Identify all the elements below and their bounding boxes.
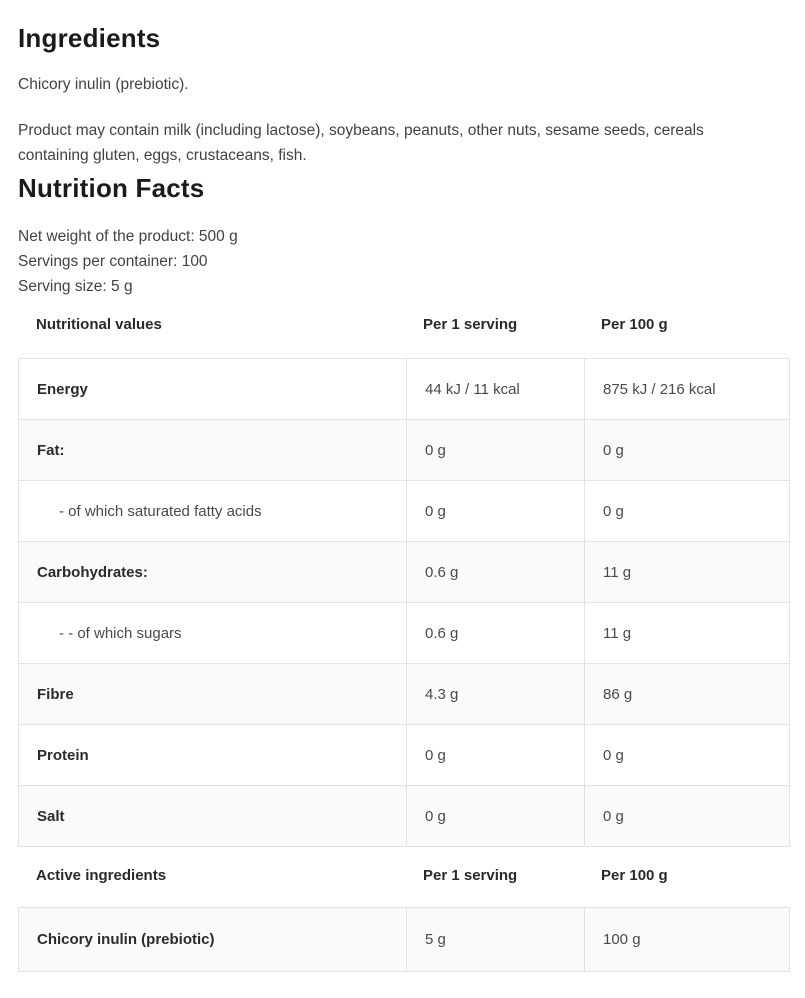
row-protein bbox=[18, 724, 790, 786]
product-meta bbox=[18, 224, 790, 299]
column-header-active-ingredients: Active ingredients bbox=[36, 867, 167, 884]
row-fat bbox=[18, 419, 790, 481]
value-per-serving: 0 g bbox=[406, 481, 584, 541]
value-per-100g: 0 g bbox=[584, 420, 791, 480]
net-weight-text: Net weight of the product: 500 g bbox=[18, 228, 238, 245]
value-per-serving: 4.3 g bbox=[406, 664, 584, 724]
value-per-100g: 11 g bbox=[584, 542, 791, 602]
value-per-100g: 100 g bbox=[584, 908, 791, 971]
allergen-warning-text: Product may contain milk (including lactose), soybeans, peanuts, other nuts, sesame seeds, cereals containing gluten, eggs, crustaceans, fish. bbox=[18, 122, 704, 164]
ingredients-text: Chicory inulin (prebiotic). bbox=[18, 76, 189, 93]
row-label: Fibre bbox=[37, 685, 74, 703]
nutritional-table-header-row bbox=[18, 299, 790, 358]
row-chicory-inulin bbox=[18, 907, 790, 972]
row-label: Energy bbox=[37, 380, 88, 398]
row-sugars bbox=[18, 602, 790, 664]
row-label: Carbohydrates: bbox=[37, 563, 148, 581]
row-fibre bbox=[18, 663, 790, 725]
value-per-serving: 44 kJ / 11 kcal bbox=[406, 359, 584, 419]
nutrition-facts-heading: Nutrition Facts bbox=[18, 173, 205, 203]
value-per-serving: 0.6 g bbox=[406, 603, 584, 663]
value-per-100g: 0 g bbox=[584, 725, 791, 785]
active-ingredients-header-row bbox=[18, 847, 790, 907]
row-label: - - of which sugars bbox=[59, 624, 182, 642]
column-header-per-serving: Per 1 serving bbox=[423, 867, 518, 884]
row-label: Salt bbox=[37, 807, 65, 825]
row-label: Chicory inulin (prebiotic) bbox=[37, 931, 215, 948]
value-per-100g: 0 g bbox=[584, 786, 791, 846]
row-salt bbox=[18, 785, 790, 847]
active-ingredients-table bbox=[18, 847, 790, 972]
value-per-serving: 0 g bbox=[406, 786, 584, 846]
value-per-100g: 11 g bbox=[584, 603, 791, 663]
nutritional-values-table bbox=[18, 299, 790, 847]
row-label: Fat: bbox=[37, 441, 65, 459]
row-carbohydrates bbox=[18, 541, 790, 603]
value-per-100g: 86 g bbox=[584, 664, 791, 724]
column-header-per-100g: Per 100 g bbox=[601, 867, 668, 884]
value-per-serving: 5 g bbox=[406, 908, 584, 971]
value-per-100g: 0 g bbox=[584, 481, 791, 541]
column-header-nutritional-values: Nutritional values bbox=[36, 316, 162, 333]
servings-per-container-text: Servings per container: 100 bbox=[18, 253, 208, 270]
row-saturated-fatty-acids bbox=[18, 480, 790, 542]
value-per-serving: 0 g bbox=[406, 725, 584, 785]
column-header-per-100g: Per 100 g bbox=[601, 316, 668, 333]
value-per-serving: 0.6 g bbox=[406, 542, 584, 602]
ingredients-heading: Ingredients bbox=[18, 23, 161, 53]
column-header-per-serving: Per 1 serving bbox=[423, 316, 518, 333]
serving-size-text: Serving size: 5 g bbox=[18, 278, 133, 295]
value-per-100g: 875 kJ / 216 kcal bbox=[584, 359, 791, 419]
row-energy bbox=[18, 358, 790, 420]
row-label: Protein bbox=[37, 746, 89, 764]
row-label: - of which saturated fatty acids bbox=[59, 502, 262, 520]
value-per-serving: 0 g bbox=[406, 420, 584, 480]
